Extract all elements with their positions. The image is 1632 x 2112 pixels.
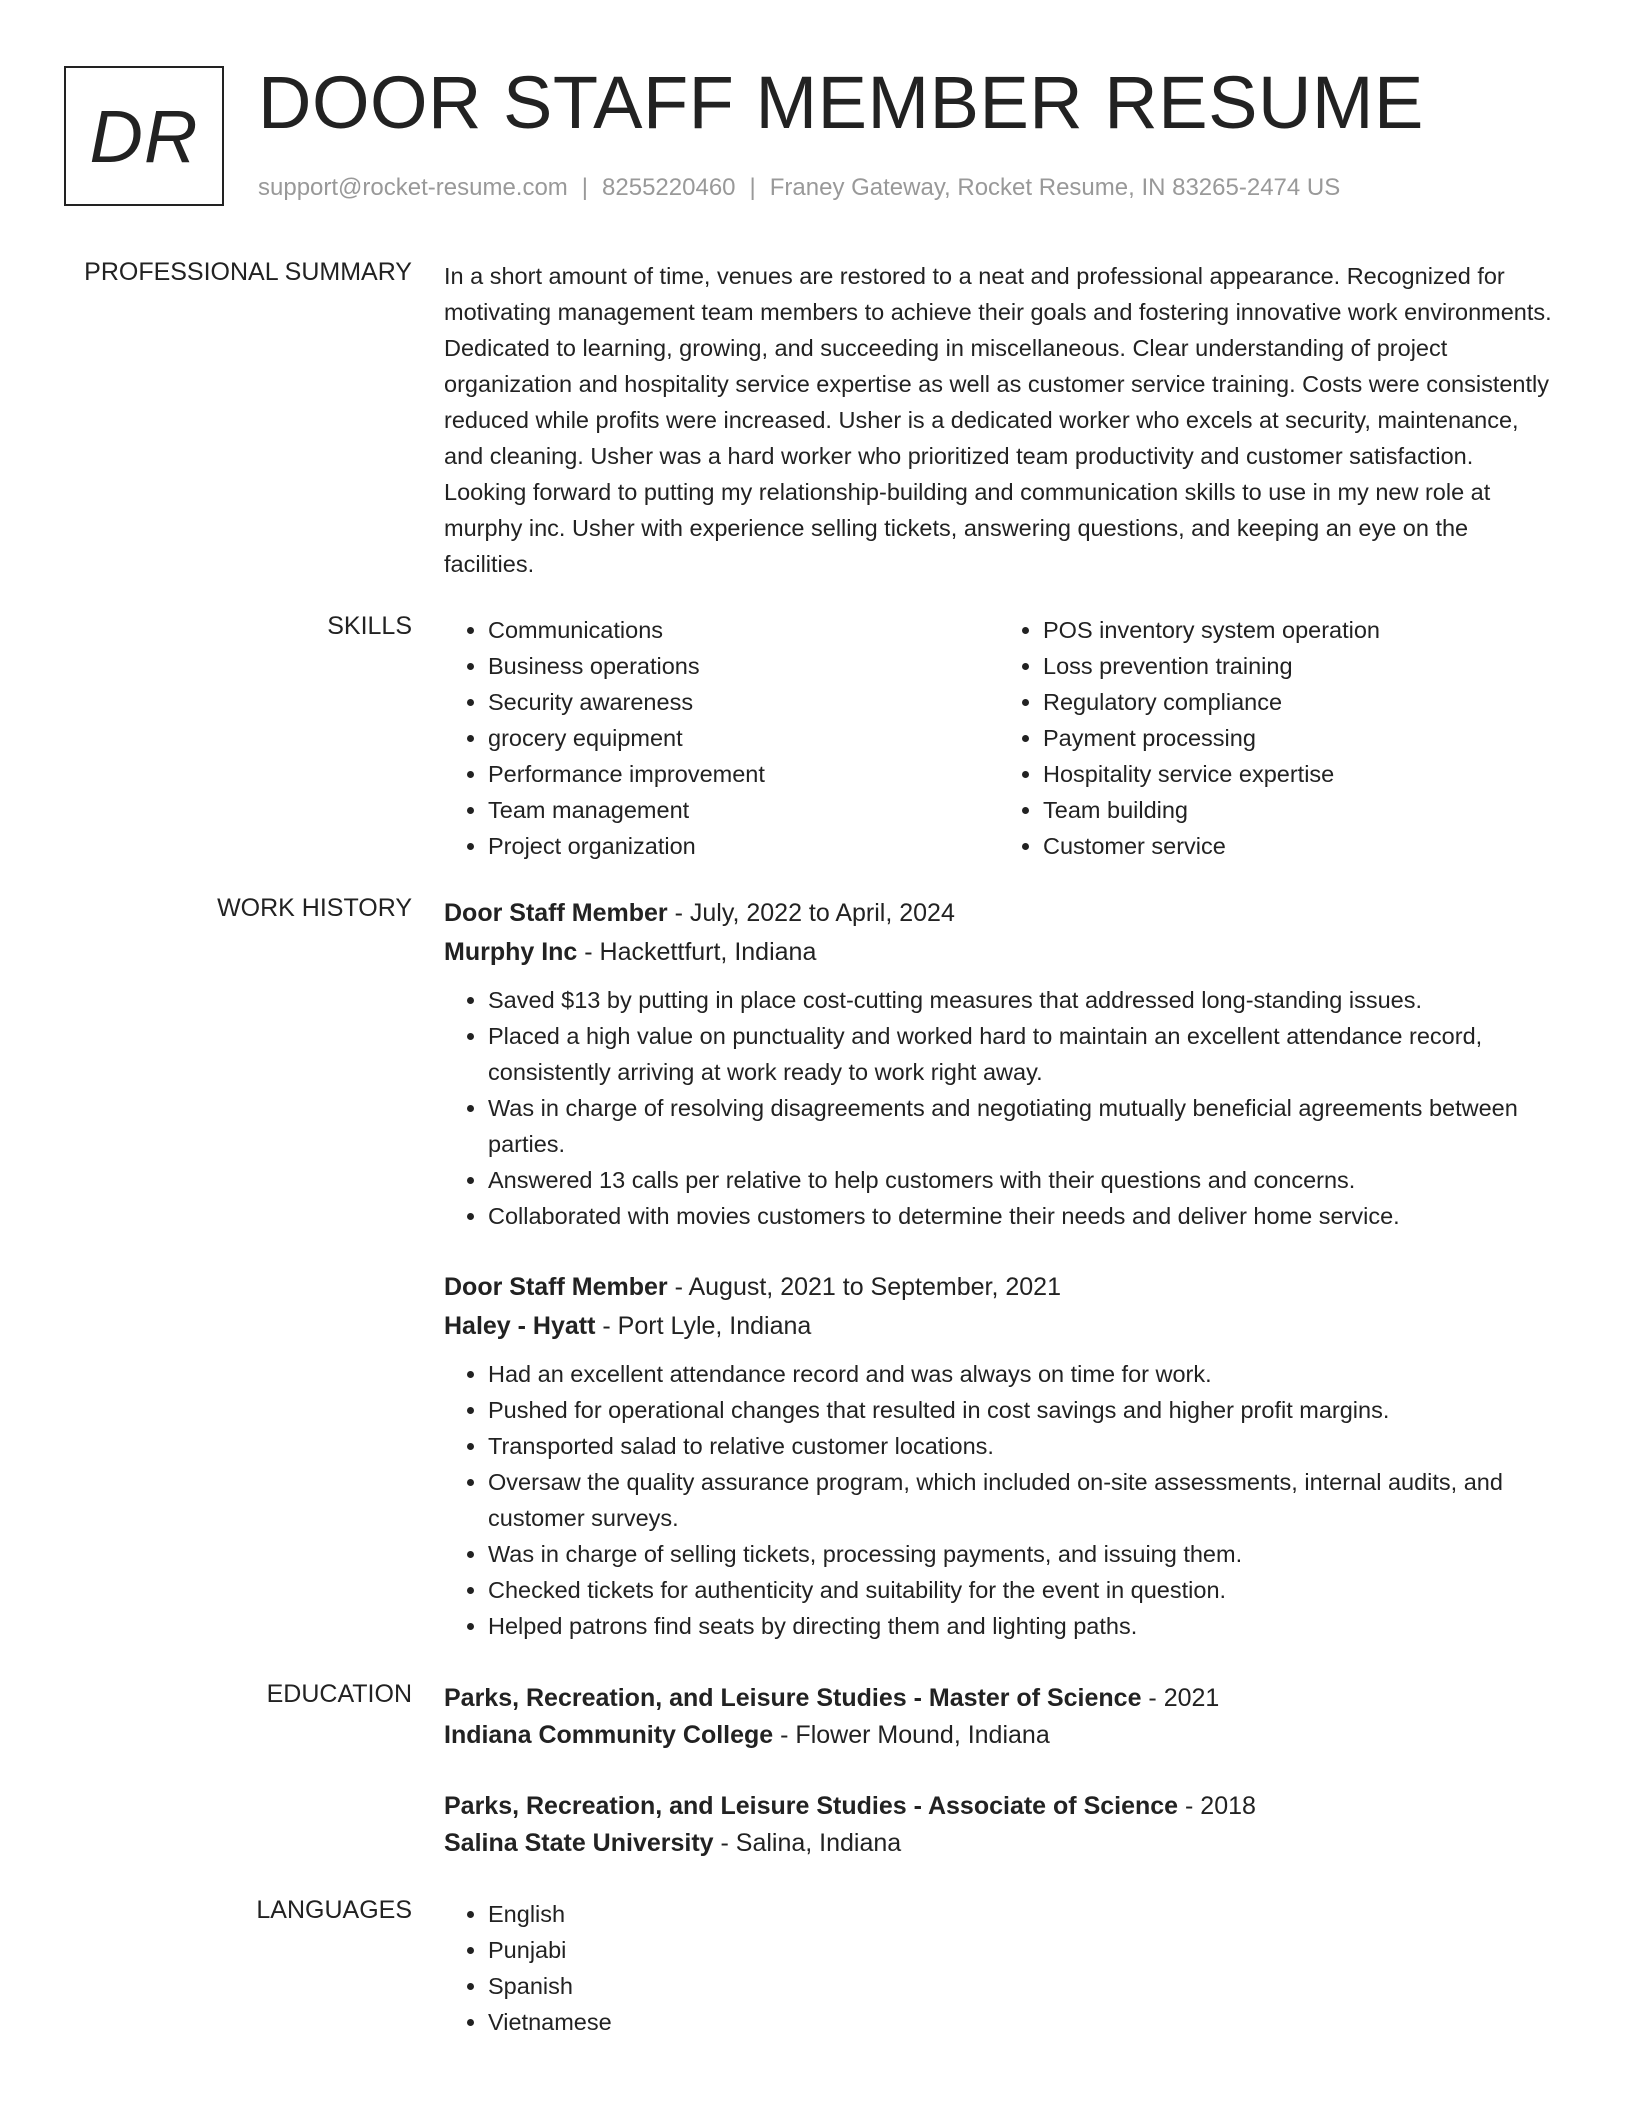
education-degree: Parks, Recreation, and Leisure Studies - Associate of Science xyxy=(444,1792,1179,1820)
language-item: • Punjabi xyxy=(488,1932,1554,1968)
job-bullets xyxy=(444,982,1554,1234)
skills-list-right xyxy=(999,612,1554,864)
education-school: Salina State University xyxy=(444,1829,714,1857)
job-bullet: • Transported salad to relative customer locations. xyxy=(488,1428,1554,1464)
skill-item: • Payment processing xyxy=(1043,720,1554,756)
job-bullet: • Checked tickets for authenticity and suitability for the event in question. xyxy=(488,1572,1554,1608)
monogram-box xyxy=(64,66,224,206)
education-location: - Salina, Indiana xyxy=(713,1829,902,1857)
job-dates: - July, 2022 to April, 2024 xyxy=(667,899,955,927)
languages-list xyxy=(444,1896,1554,2040)
job-bullet: • Was in charge of selling tickets, processing payments, and issuing them. xyxy=(488,1536,1554,1572)
job-bullet: • Oversaw the quality assurance program, which included on-site assessments, internal audits, and customer surveys. xyxy=(488,1464,1554,1536)
job-bullet: • Had an excellent attendance record and was always on time for work. xyxy=(488,1356,1554,1392)
skill-item: • Business operations xyxy=(488,648,999,684)
job-location: - Port Lyle, Indiana xyxy=(595,1312,812,1340)
work-history-heading: WORK HISTORY xyxy=(217,894,412,922)
skill-item: • Regulatory compliance xyxy=(1043,684,1554,720)
job-title: Door Staff Member xyxy=(444,1273,668,1301)
contact-email: support@rocket-resume.com xyxy=(258,174,568,201)
job-bullet: • Pushed for operational changes that resulted in cost savings and higher profit margins. xyxy=(488,1392,1554,1428)
skill-item: • grocery equipment xyxy=(488,720,999,756)
education-heading: EDUCATION xyxy=(266,1680,412,1708)
education-school-line xyxy=(444,1717,1554,1754)
job-entry xyxy=(444,1268,1554,1644)
summary-heading: PROFESSIONAL SUMMARY xyxy=(84,258,412,286)
monogram-initials: DR xyxy=(89,94,199,178)
skill-item: • Communications xyxy=(488,612,999,648)
contact-line xyxy=(258,174,1340,202)
job-company-line xyxy=(444,1307,1554,1346)
job-entry xyxy=(444,894,1554,1234)
resume-title: DOOR STAFF MEMBER RESUME xyxy=(258,61,1424,144)
language-item: • Vietnamese xyxy=(488,2004,1554,2040)
skill-item: • Customer service xyxy=(1043,828,1554,864)
education-school-line xyxy=(444,1825,1554,1862)
education-degree-line xyxy=(444,1680,1554,1717)
contact-separator: | xyxy=(581,174,589,201)
skill-item: • Team management xyxy=(488,792,999,828)
skill-item: • Team building xyxy=(1043,792,1554,828)
education-entry xyxy=(444,1680,1554,1754)
summary-text: In a short amount of time, venues are restored to a neat and professional appearance. Recognized for motivating management team members to achieve their goals and fostering innovative work environments. Dedicated to learning, growing, and succeeding in miscellaneous. Clear understanding of project organization and hospitality service expertise as well as customer service training. Costs were consistently reduced while profits were increased. Usher is a dedicated worker who excels at security, maintenance, and cleaning. Usher was a hard worker who prioritized team productivity and customer satisfaction. Looking forward to putting my relationship-building and communication skills to use in my new role at murphy inc. Usher with experience selling tickets, answering questions, and keeping an eye on the facilities. xyxy=(444,263,1552,577)
skills-heading: SKILLS xyxy=(327,612,412,640)
job-title-line xyxy=(444,1268,1554,1307)
job-title: Door Staff Member xyxy=(444,899,668,927)
job-company: Haley - Hyatt xyxy=(444,1312,596,1340)
job-location: - Hackettfurt, Indiana xyxy=(577,938,817,966)
language-item: • Spanish xyxy=(488,1968,1554,2004)
skill-item: • Hospitality service expertise xyxy=(1043,756,1554,792)
job-bullet: • Collaborated with movies customers to determine their needs and deliver home service. xyxy=(488,1198,1554,1234)
skill-item: • Performance improvement xyxy=(488,756,999,792)
skill-item: • Security awareness xyxy=(488,684,999,720)
job-bullet: • Saved $13 by putting in place cost-cutting measures that addressed long-standing issues. xyxy=(488,982,1554,1018)
contact-phone: 8255220460 xyxy=(602,174,736,201)
job-dates: - August, 2021 to September, 2021 xyxy=(667,1273,1061,1301)
job-bullet: • Helped patrons find seats by directing them and lighting paths. xyxy=(488,1608,1554,1644)
education-entry xyxy=(444,1788,1554,1862)
languages-heading: LANGUAGES xyxy=(256,1896,412,1924)
job-company: Murphy Inc xyxy=(444,938,578,966)
education-year: - 2018 xyxy=(1178,1792,1256,1820)
skills-list-left xyxy=(444,612,999,864)
job-bullet: • Answered 13 calls per relative to help customers with their questions and concerns. xyxy=(488,1162,1554,1198)
contact-separator: | xyxy=(749,174,756,201)
language-item: • English xyxy=(488,1896,1554,1932)
skill-item: • POS inventory system operation xyxy=(1043,612,1554,648)
education-degree: Parks, Recreation, and Leisure Studies - Master of Science xyxy=(444,1684,1142,1712)
education-degree-line xyxy=(444,1788,1554,1825)
job-title-line xyxy=(444,894,1554,933)
education-year: - 2021 xyxy=(1141,1684,1220,1712)
job-bullet: • Placed a high value on punctuality and worked hard to maintain an excellent attendance record, consistently arriving at work ready to work right away. xyxy=(488,1018,1554,1090)
skill-item: • Project organization xyxy=(488,828,999,864)
education-location: - Flower Mound, Indiana xyxy=(773,1721,1050,1749)
contact-address: Franey Gateway, Rocket Resume, IN 83265-2474 US xyxy=(769,174,1341,201)
job-bullet: • Was in charge of resolving disagreements and negotiating mutually beneficial agreements between parties. xyxy=(488,1090,1554,1162)
skill-item: • Loss prevention training xyxy=(1043,648,1554,684)
education-school: Indiana Community College xyxy=(444,1721,774,1749)
job-bullets xyxy=(444,1356,1554,1644)
job-company-line xyxy=(444,933,1554,972)
